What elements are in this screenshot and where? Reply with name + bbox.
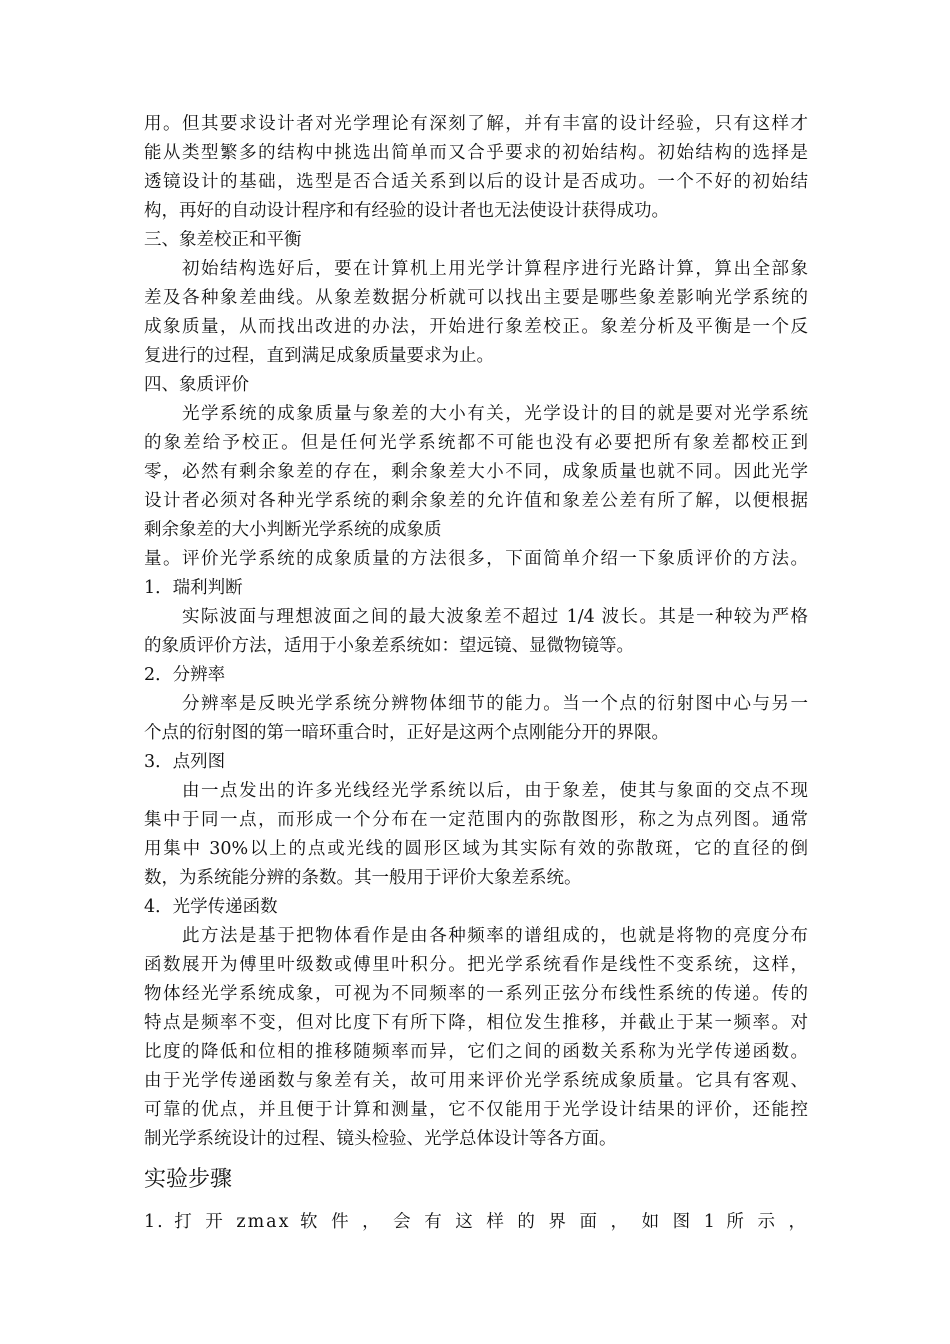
text-line: 数，为系统能分辨的条数。其一般用于评价大象差系统。 [144, 868, 582, 888]
text-line: 设计者必须对各种光学系统的剩余象差的允许值和象差公差有所了解，以便根据 [144, 491, 808, 511]
text-line: 的象质评价方法，适用于小象差系统如：望远镜、显微物镜等。 [144, 636, 634, 656]
text-line: 制光学系统设计的过程、镜头检验、光学总体设计等各方面。 [144, 1129, 617, 1149]
text-line: 由一点发出的许多光线经光学系统以后，由于象差，使其与象面的交点不现 [182, 781, 808, 801]
text-line: 用。但其要求设计者对光学理论有深刻了解，并有丰富的设计经验，只有这样才 [144, 114, 808, 134]
section-heading: 实验步骤 [144, 1167, 233, 1192]
text-line: 函数展开为傅里叶级数或傅里叶积分。把光学系统看作是线性不变系统，这样， [144, 955, 808, 975]
text-line: 个点的衍射图的第一暗环重合时，正好是这两个点刚能分开的界限。 [144, 723, 669, 743]
text-line: 量。评价光学系统的成象质量的方法很多，下面简单介绍一下象质评价的方法。 [144, 549, 808, 569]
text-line: 透镜设计的基础，选型是否合适关系到以后的设计是否成功。一个不好的初始结 [144, 172, 808, 192]
body-text [144, 110, 808, 1154]
text-line: 3．点列图 [144, 752, 226, 772]
text-line: 实际波面与理想波面之间的最大波象差不超过 1/4 波长。其是一种较为严格 [182, 607, 808, 627]
text-line: 分辨率是反映光学系统分辨物体细节的能力。当一个点的衍射图中心与另一 [182, 694, 808, 714]
text-line: 光学系统的成象质量与象差的大小有关，光学设计的目的就是要对光学系统 [182, 404, 808, 424]
text-line: 初始结构选好后，要在计算机上用光学计算程序进行光路计算，算出全部象 [182, 259, 808, 279]
text-line: 此方法是基于把物体看作是由各种频率的谱组成的，也就是将物的亮度分布 [182, 926, 808, 946]
text-line: 零，必然有剩余象差的存在，剩余象差大小不同，成象质量也就不同。因此光学 [144, 462, 808, 482]
text-line: 三、象差校正和平衡 [144, 230, 302, 250]
text-line: 复进行的过程，直到满足成象质量要求为止。 [144, 346, 494, 366]
text-line: 特点是频率不变，但对比度下有所下降，相位发生推移，并截止于某一频率。对 [144, 1013, 808, 1033]
text-line: 成象质量，从而找出改进的办法，开始进行象差校正。象差分析及平衡是一个反 [144, 317, 808, 337]
text-line: 2．分辨率 [144, 665, 226, 685]
text-line: 由于光学传递函数与象差有关，故可用来评价光学系统成象质量。它具有客观、 [144, 1071, 808, 1091]
text-line: 用集中 30%以上的点或光线的圆形区域为其实际有效的弥散斑，它的直径的倒 [144, 839, 808, 859]
text-line: 剩余象差的大小判断光学系统的成象质 [144, 520, 442, 540]
text-line: 构，再好的自动设计程序和有经验的设计者也无法使设计获得成功。 [144, 201, 669, 221]
text-line: 差及各种象差曲线。从象差数据分析就可以找出主要是哪些象差影响光学系统的 [144, 288, 808, 308]
step-line: 1. 打 开 zmax 软 件 ， 会 有 这 样 的 界 面 ， 如 图 1 所 示 ， [144, 1212, 808, 1232]
text-line: 4．光学传递函数 [144, 897, 278, 917]
text-line: 四、象质评价 [144, 375, 249, 395]
text-line: 物体经光学系统成象，可视为不同频率的一系列正弦分布线性系统的传递。传的 [144, 984, 808, 1004]
text-line: 能从类型繁多的结构中挑选出简单而又合乎要求的初始结构。初始结构的选择是 [144, 143, 808, 163]
text-line: 集中于同一点，而形成一个分布在一定范围内的弥散图形，称之为点列图。通常 [144, 810, 808, 830]
text-line: 的象差给予校正。但是任何光学系统都不可能也没有必要把所有象差都校正到 [144, 433, 808, 453]
document-page [144, 110, 808, 1237]
text-line: 可靠的优点，并且便于计算和测量，它不仅能用于光学设计结果的评价，还能控 [144, 1100, 808, 1120]
text-line: 1．瑞利判断 [144, 578, 243, 598]
text-line: 比度的降低和位相的推移随频率而异，它们之间的函数关系称为光学传递函数。 [144, 1042, 808, 1062]
